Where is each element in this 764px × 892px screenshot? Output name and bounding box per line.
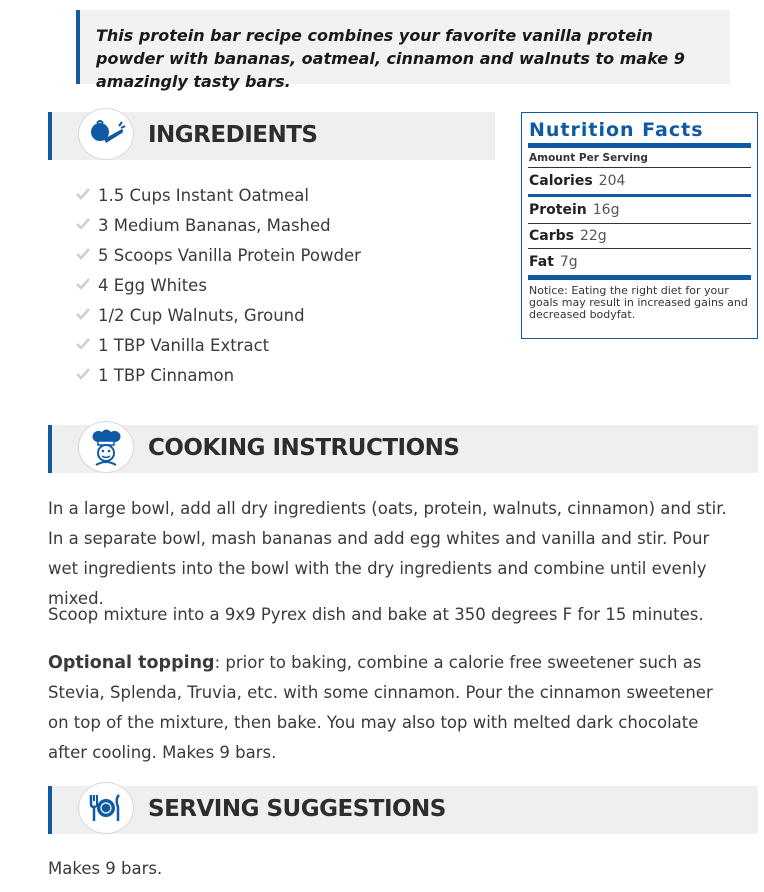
chef-icon: [78, 421, 134, 473]
check-icon: [76, 188, 90, 200]
amount-per-serving: Amount Per Serving: [529, 152, 648, 164]
ingredients-heading: [48, 112, 495, 160]
carbs-value: 22g: [579, 228, 607, 244]
ingredient-label: 1.5 Cups Instant Oatmeal: [98, 186, 309, 205]
ingredient-item: [76, 212, 361, 242]
ingredient-label: 1 TBP Cinnamon: [98, 366, 235, 385]
cooking-title: COOKING INSTRUCTIONS: [148, 435, 460, 461]
fat-label: Fat: [529, 254, 554, 270]
ingredient-item: [76, 272, 361, 302]
plate-utensils-icon: [78, 782, 134, 834]
check-icon: [76, 308, 90, 320]
nutrition-title: Nutrition Facts: [529, 119, 704, 141]
ingredient-item: [76, 332, 361, 362]
fat-row: [528, 249, 751, 275]
intro-text: This protein bar recipe combines your favorite vanilla protein powder with bananas, oatmeal, cinnamon and walnuts to make 9 amazingly tasty bars.: [96, 26, 685, 91]
check-icon: [76, 368, 90, 380]
protein-label: Protein: [529, 202, 587, 218]
ingredients-list: [76, 182, 361, 392]
check-icon: [76, 248, 90, 260]
ingredient-label: 1 TBP Vanilla Extract: [98, 336, 270, 355]
optional-topping-paragraph: [48, 648, 738, 768]
calories-row: [528, 168, 751, 194]
serving-title: SERVING SUGGESTIONS: [148, 796, 446, 822]
cooking-step-2: Scoop mixture into a 9x9 Pyrex dish and bake at 350 degrees F for 15 minutes.: [48, 605, 704, 624]
calories-label: Calories: [529, 173, 593, 189]
nutrition-notice: Notice: Eating the right diet for your goals may result in increased gains and decreased bodyfat.: [529, 284, 748, 321]
fat-value: 7g: [559, 254, 578, 270]
protein-row: [528, 197, 751, 223]
ingredients-title: INGREDIENTS: [148, 122, 318, 148]
optional-topping-label: Optional topping: [48, 653, 215, 673]
carbs-label: Carbs: [529, 228, 574, 244]
ingredient-item: [76, 302, 361, 332]
intro-blockquote: [76, 10, 730, 91]
check-icon: [76, 338, 90, 350]
vegetables-icon: [78, 108, 134, 160]
ingredient-item: [76, 182, 361, 212]
ingredient-item: [76, 242, 361, 272]
optional-topping-text: : prior to baking, combine a calorie free sweetener such as Stevia, Splenda, Truvia, etc. with some cinnamon. Pour the cinnamon sweetener on top of the mixture, then bake. You may also top with melted dark chocolate after cooling. Makes 9 bars.: [48, 653, 713, 762]
protein-value: 16g: [592, 202, 620, 218]
serving-text: Makes 9 bars.: [48, 859, 163, 878]
ingredient-label: 1/2 Cup Walnuts, Ground: [98, 306, 305, 325]
calories-value: 204: [598, 173, 626, 189]
cooking-step-1: In a large bowl, add all dry ingredients (oats, protein, walnuts, cinnamon) and stir. In a separate bowl, mash bananas and add egg whites and vanilla and stir. Pour wet ingredients into the bowl with the dry ingredients and combine until evenly mixed.: [48, 499, 727, 608]
ingredient-label: 4 Egg Whites: [98, 276, 207, 295]
cooking-heading: [48, 425, 758, 473]
check-icon: [76, 218, 90, 230]
serving-heading: [48, 786, 758, 834]
ingredient-label: 5 Scoops Vanilla Protein Powder: [98, 246, 361, 265]
nutrition-facts-panel: [521, 112, 758, 339]
ingredient-item: [76, 362, 361, 392]
ingredient-label: 3 Medium Bananas, Mashed: [98, 216, 331, 235]
carbs-row: [528, 224, 751, 248]
check-icon: [76, 278, 90, 290]
